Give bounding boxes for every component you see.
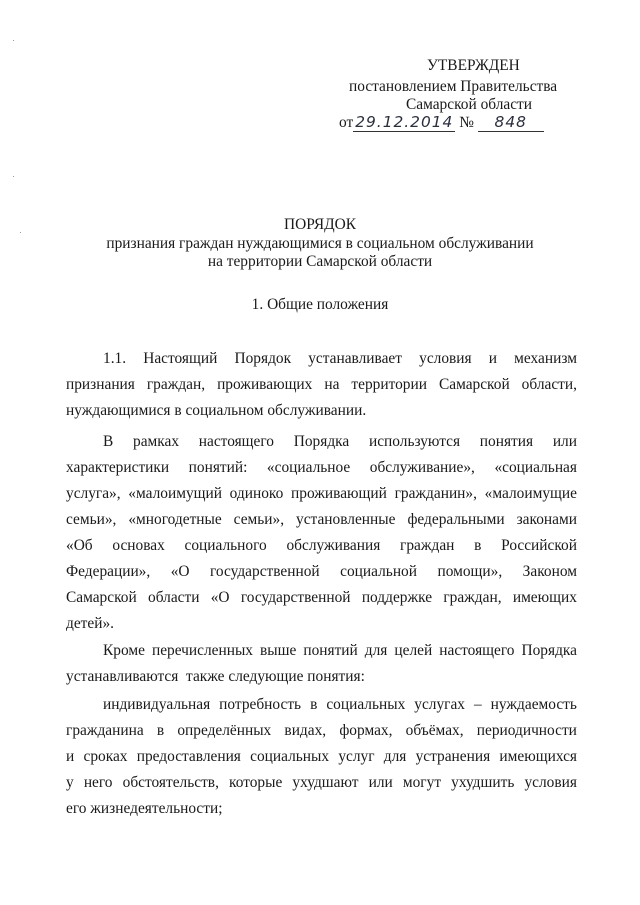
paragraph-word: в [474, 537, 482, 554]
paragraph-word: понятий: [188, 459, 248, 476]
paragraph-word: ухудшают [292, 774, 359, 791]
paragraph-word: имеющихся [499, 748, 577, 765]
scan-speck [13, 176, 14, 177]
paragraph-word: Самарской [438, 376, 510, 393]
paragraph-line: его жизнедеятельности; [66, 800, 223, 817]
paragraph-line [103, 697, 577, 712]
paragraph-word: Федерации», [66, 563, 151, 580]
paragraph-word: «социальная [494, 459, 577, 476]
paragraph-word: одиноко [229, 485, 284, 502]
paragraph-word: и [66, 748, 75, 765]
paragraph-word: семьи», [233, 511, 285, 528]
paragraph-word: используются [368, 433, 461, 450]
paragraph-word: «Об [66, 537, 93, 554]
paragraph-line [66, 590, 577, 605]
paragraph-word: государственной [209, 563, 320, 580]
paragraph-word: проживающих [217, 376, 313, 393]
paragraph-word: гражданин», [394, 485, 477, 502]
paragraph-word: «О [170, 563, 190, 580]
paragraph-word: области, [521, 376, 577, 393]
paragraph-word: гражданина [66, 722, 144, 739]
paragraph-word: устанавливает [308, 350, 402, 367]
approval-title: УТВЕРЖДЕН [427, 57, 520, 74]
paragraph-word: социальной [340, 563, 417, 580]
paragraph-word: имеющих [512, 589, 577, 606]
paragraph-word: Порядка [521, 642, 577, 659]
paragraph-word: индивидуальная [103, 696, 211, 713]
paragraph-word: которые [229, 774, 283, 791]
paragraph-word: – [473, 696, 482, 713]
paragraph-word: «малоимущие [484, 485, 577, 502]
paragraph-word: законами [516, 511, 577, 528]
paragraph-word: социальных [326, 696, 406, 713]
paragraph-word: понятия [479, 433, 534, 450]
paragraph-word: настоящего [198, 433, 274, 450]
paragraph-line [66, 749, 577, 764]
paragraph-word: Российской [501, 537, 577, 554]
paragraph-word: условия [419, 350, 472, 367]
paragraph-line: детей». [66, 615, 114, 632]
paragraph-line [66, 538, 577, 553]
paragraph-word: социального [184, 537, 267, 554]
paragraph-word: понятий [303, 642, 358, 659]
paragraph-word: «О [210, 589, 230, 606]
document-subtitle-2: на территории Самарской области [207, 253, 433, 270]
paragraph-word: граждан [400, 537, 455, 554]
paragraph-word: граждан, [443, 589, 502, 606]
paragraph-word: «социальное [266, 459, 351, 476]
paragraph-word: признания [66, 376, 135, 393]
date-prefix: от [339, 114, 354, 131]
paragraph-word: территории [351, 376, 427, 393]
paragraph-line [66, 460, 577, 475]
paragraph-word: обстоятельств, [122, 774, 219, 791]
paragraph-word: социальных [250, 748, 330, 765]
paragraph-word: потребность [219, 696, 302, 713]
paragraph-word: Законом [522, 563, 577, 580]
paragraph-word: семьи», [66, 511, 117, 528]
paragraph-word: перечисленных [151, 642, 253, 659]
paragraph-word: граждан, [146, 376, 206, 393]
paragraph-line [66, 512, 577, 527]
paragraph-word: него [83, 774, 113, 791]
paragraph-word: нуждаемость [490, 696, 577, 713]
scan-speck [13, 40, 14, 41]
paragraph-word: обслуживание», [369, 459, 475, 476]
paragraph-word: Кроме [103, 642, 145, 659]
paragraph-line [103, 643, 577, 658]
paragraph-line: устанавливаются также следующие понятия: [66, 668, 365, 685]
paragraph-word: «малоимущий [128, 485, 222, 502]
document-subtitle-1: признания граждан нуждающимися в социальном обслуживании [106, 235, 534, 252]
paragraph-word: Самарской [66, 589, 137, 606]
paragraph-word: периодичности [476, 722, 577, 739]
paragraph-word: у [66, 774, 74, 791]
paragraph-word: области [148, 589, 200, 606]
number-prefix: № [459, 114, 474, 131]
paragraph-word: сроках [83, 748, 128, 765]
paragraph-line: нуждающимися в социальном обслуживании. [66, 402, 367, 419]
paragraph-word: государственной [240, 589, 351, 606]
paragraph-word: в [156, 722, 165, 739]
paragraph-word: основах [112, 537, 165, 554]
approval-line-2: Самарской области [406, 96, 533, 113]
handwritten-date: 29.12.2014 [355, 113, 454, 131]
paragraph-line [103, 351, 577, 366]
paragraph-word: предоставления [136, 748, 241, 765]
paragraph-word: для [383, 748, 407, 765]
paragraph-word: или [368, 774, 393, 791]
paragraph-line [103, 434, 577, 449]
paragraph-word: формах, [339, 722, 393, 739]
paragraph-word: выше [260, 642, 297, 659]
paragraph-word: рамках [133, 433, 180, 450]
handwritten-number: 848 [478, 115, 544, 132]
document-title: ПОРЯДОК [284, 216, 356, 233]
paragraph-word: 1.1. [103, 350, 127, 367]
paragraph-word: целей [394, 642, 433, 659]
paragraph-word: объёмах, [405, 722, 464, 739]
paragraph-word: характеристики [66, 459, 170, 476]
paragraph-line [66, 775, 577, 790]
paragraph-word: устранения [415, 748, 491, 765]
approval-date-line [339, 115, 544, 132]
paragraph-word: помощи», [437, 563, 503, 580]
paragraph-word: видах, [284, 722, 327, 739]
paragraph-word: Порядок [234, 350, 292, 367]
paragraph-word: могут [402, 774, 442, 791]
paragraph-word: для [364, 642, 388, 659]
paragraph-word: В [103, 433, 114, 450]
paragraph-word: обслуживания [286, 537, 381, 554]
paragraph-word: Порядка [293, 433, 350, 450]
paragraph-word: условия [524, 774, 577, 791]
approval-line-1: постановлением Правительства [349, 78, 558, 95]
section-title: 1. Общие положения [251, 296, 389, 313]
paragraph-word: и [488, 350, 498, 367]
paragraph-word: настоящего [439, 642, 515, 659]
paragraph-word: в [310, 696, 318, 713]
paragraph-word: услугах [414, 696, 465, 713]
paragraph-word: проживающий [291, 485, 387, 502]
paragraph-line [66, 486, 577, 501]
paragraph-word: Настоящий [143, 350, 218, 367]
paragraph-word: услуг [338, 748, 375, 765]
paragraph-line [66, 564, 577, 579]
paragraph-word: поддержке [361, 589, 433, 606]
paragraph-word: федеральными [407, 511, 505, 528]
paragraph-word: установленные [296, 511, 396, 528]
paragraph-line [66, 377, 577, 392]
paragraph-word: услуга», [66, 485, 121, 502]
paragraph-word: ухудшить [451, 774, 515, 791]
paragraph-line [66, 723, 577, 738]
paragraph-word: на [324, 376, 340, 393]
paragraph-word: «многодетные [128, 511, 222, 528]
paragraph-word: определённых [177, 722, 272, 739]
paragraph-word: или [552, 433, 577, 450]
paragraph-word: механизм [514, 350, 577, 367]
